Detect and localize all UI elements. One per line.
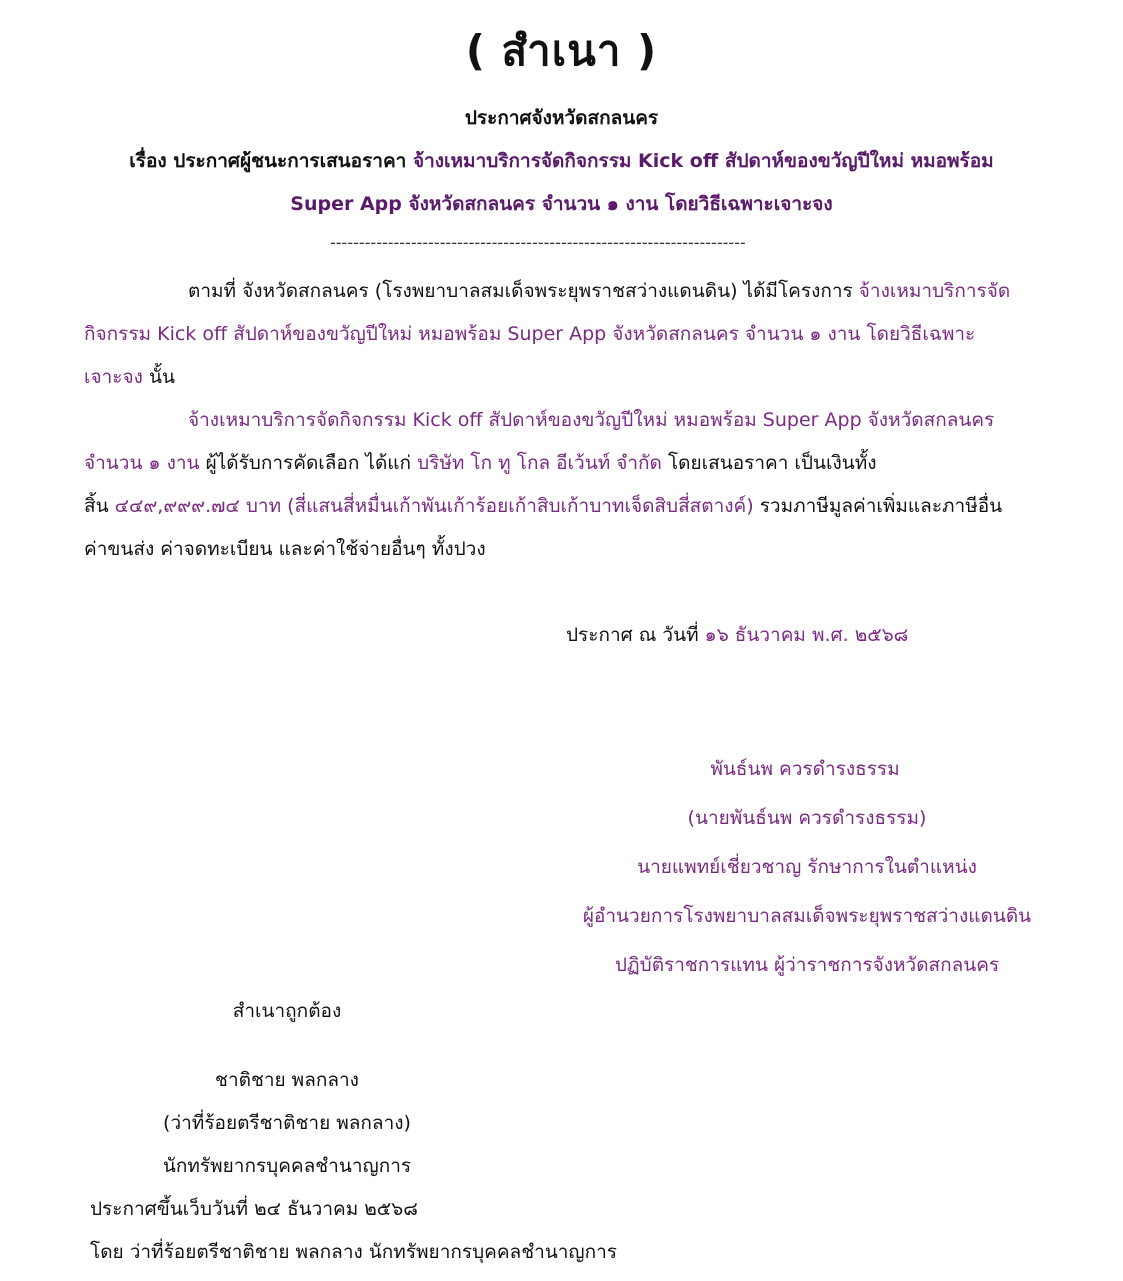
subject-line-2: Super App จังหวัดสกลนคร จำนวน ๑ งาน โดยวิธีเฉพาะเจาะจง [290, 193, 833, 215]
certifier-position: นักทรัพยากรบุคคลชำนาญการ [162, 1155, 412, 1177]
signer-position-2: ผู้อำนวยการโรงพยาบาลสมเด็จพระยุพราชสว่างแดนดิน [582, 905, 1032, 927]
paragraph2-line1: จ้างเหมาบริการจัดกิจกรรม Kick off สัปดาห์ของขวัญปีใหม่ หมอพร้อม Super App จังหวัดสกลนคร [188, 409, 995, 431]
p2-amount: ๔๔๙,๙๙๙.๗๔ บาท (สี่แสนสี่หมื่นเก้าพันเก้าร้อยเก้าสิบเก้าบาทเจ็ดสิบสี่สตางค์) [108, 495, 754, 517]
p1-closing: นั้น [142, 366, 175, 388]
subject-prefix: เรื่อง ประกาศผู้ชนะการเสนอราคา [129, 150, 407, 172]
signer-position-3: ปฏิบัติราชการแทน ผู้ว่าราชการจังหวัดสกลนคร [614, 954, 1000, 976]
p2-selected-label: ผู้ได้รับการคัดเลือก ได้แก่ [199, 452, 412, 474]
signer-full-name: (นายพันธ์นพ ควรดำรงธรรม) [687, 807, 927, 829]
subject-title-part1: จ้างเหมาบริการจัดกิจกรรม Kick off สัปดาห์ของขวัญปีใหม่ หมอพร้อม [406, 150, 994, 172]
posted-by: โดย ว่าที่ร้อยตรีชาติชาย พลกลาง นักทรัพยากรบุคคลชำนาญการ [90, 1241, 617, 1263]
web-posted-date: ประกาศขึ้นเว็บวันที่ ๒๔ ธันวาคม ๒๕๖๘ [90, 1198, 418, 1220]
paragraph2-line3 [84, 491, 1002, 521]
paragraph1-line2: กิจกรรม Kick off สัปดาห์ของขวัญปีใหม่ หมอพร้อม Super App จังหวัดสกลนคร จำนวน ๑ งาน โดยวิธีเฉพาะ [84, 323, 976, 345]
p2-winner-company: บริษัท โก ทู โกล อีเว้นท์ จำกัด [411, 452, 662, 474]
certifier-signature-name: ชาติชาย พลกลาง [215, 1069, 359, 1091]
p1-intro: ตามที่ จังหวัดสกลนคร (โรงพยาบาลสมเด็จพระยุพราชสว่างแดนดิน) ได้มีโครงการ [188, 280, 853, 302]
divider-line: ------------------------------------------------------------------------ [330, 233, 746, 252]
subject-line-1 [0, 146, 1123, 176]
announcement-heading: ประกาศจังหวัดสกลนคร [464, 107, 659, 129]
paragraph2-line4: ค่าขนส่ง ค่าจดทะเบียน และค่าใช้จ่ายอื่นๆ ทั้งปวง [84, 538, 486, 560]
paragraph2-line2 [84, 448, 877, 478]
paragraph1-line1 [188, 276, 1010, 306]
p2-offer-label: โดยเสนอราคา เป็นเงินทั้ง [661, 452, 877, 474]
signer-signature-name: พันธ์นพ ควรดำรงธรรม [710, 758, 900, 780]
announce-date-label: ประกาศ ณ วันที่ [566, 624, 699, 646]
p2-total-label: สิ้น [84, 495, 109, 517]
p2-tax-note: รวมภาษีมูลค่าเพิ่มและภาษีอื่น [753, 495, 1003, 517]
paragraph1-line3 [84, 362, 175, 392]
certifier-full-name: (ว่าที่ร้อยตรีชาติชาย พลกลาง) [163, 1112, 411, 1134]
announce-date [566, 620, 908, 650]
copy-stamp-title: ( สำเนา ) [465, 26, 658, 75]
announce-date-value: ๑๖ ธันวาคม พ.ศ. ๒๕๖๘ [698, 624, 909, 646]
signer-position-1: นายแพทย์เชี่ยวชาญ รักษาการในตำแหน่ง [637, 856, 977, 878]
p1-project-name: จ้างเหมาบริการจัด [852, 280, 1011, 302]
p1-project-end: เจาะจง [84, 366, 143, 388]
certified-copy-label: สำเนาถูกต้อง [232, 1000, 342, 1022]
p2-quantity: จำนวน ๑ งาน [84, 452, 200, 474]
